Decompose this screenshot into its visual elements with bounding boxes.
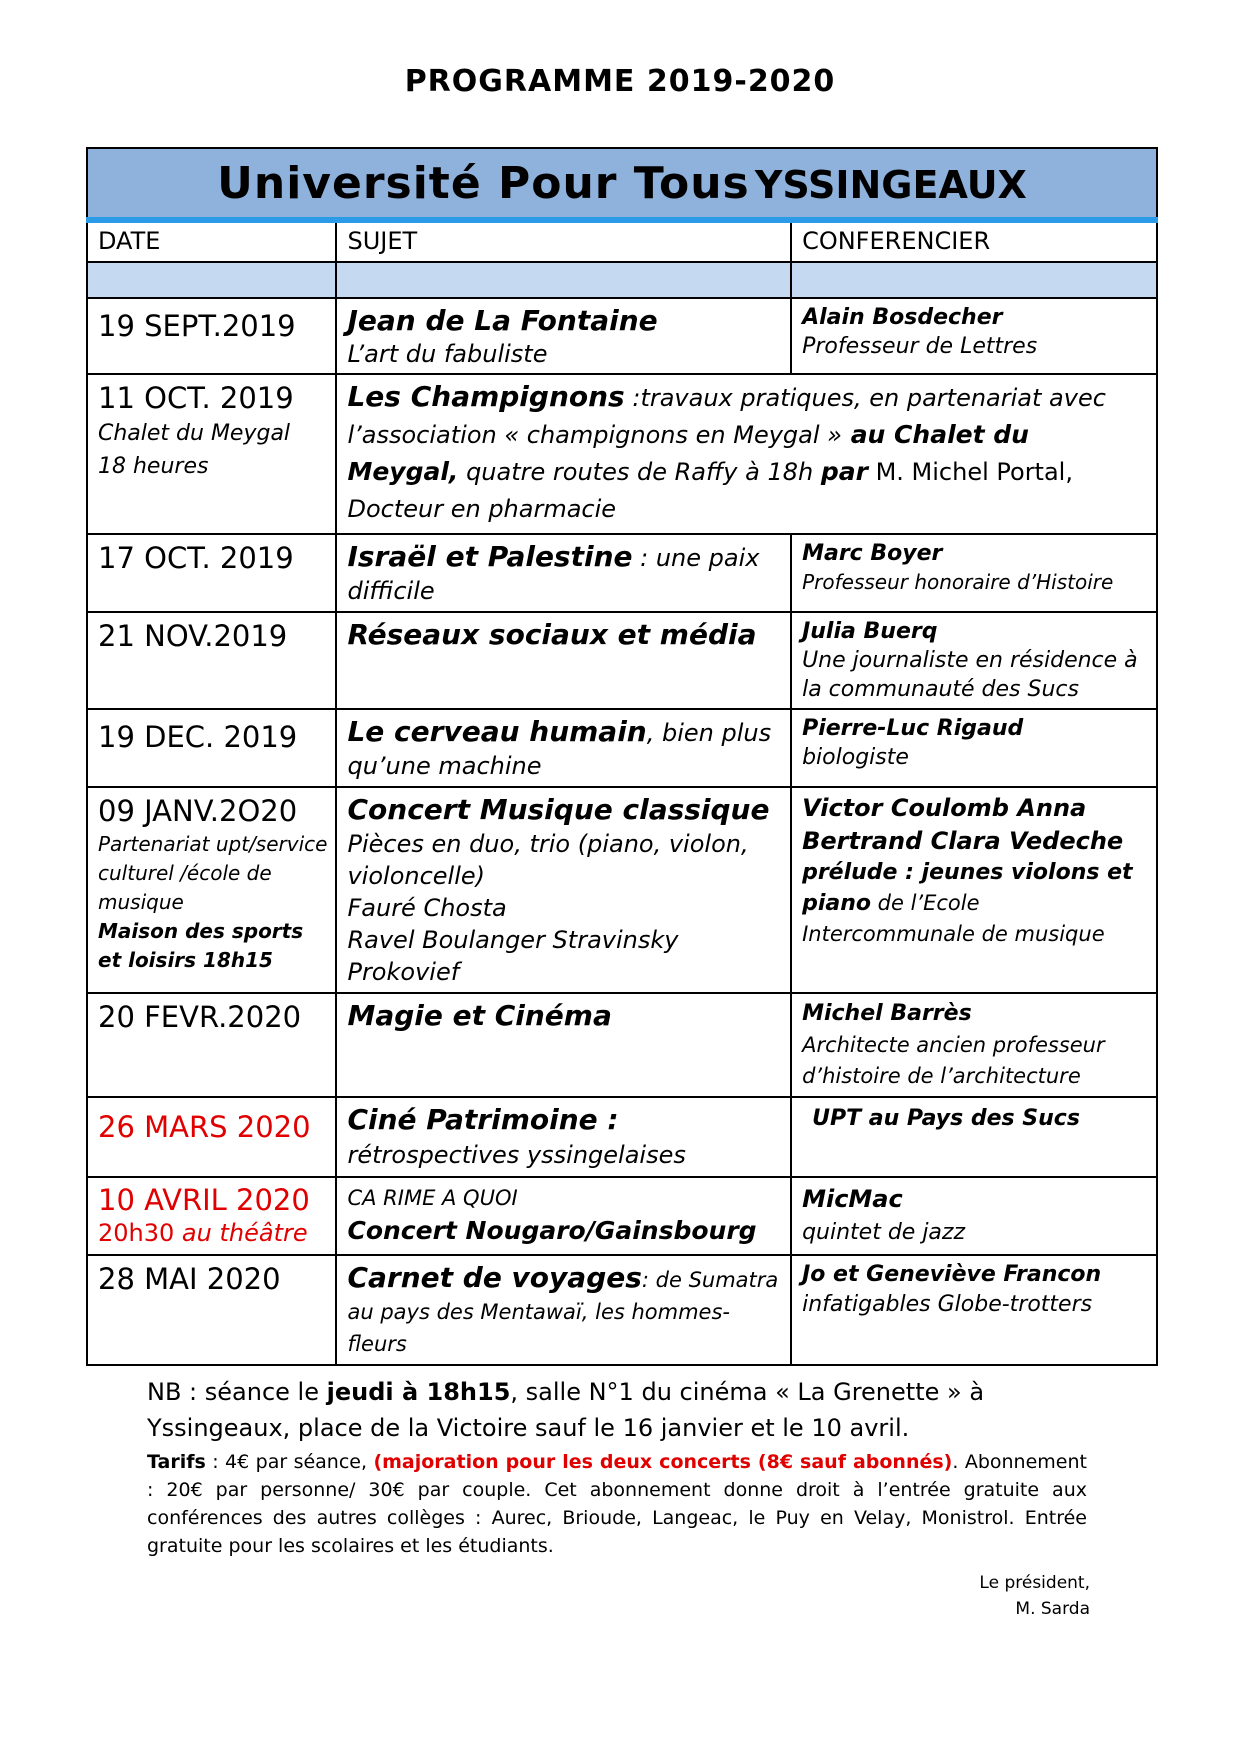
event-date: 28 MAI 2020 — [98, 1262, 281, 1296]
programme-title: PROGRAMME 2019-2020 — [404, 64, 836, 99]
column-header-subject: SUJET — [336, 220, 791, 262]
header-row — [87, 220, 1157, 262]
banner — [87, 148, 1157, 220]
event-by: par — [820, 457, 868, 486]
event-description: :travaux pratiques, en partenariat avec l’association « champignons en Meygal » — [347, 384, 1106, 449]
event-time: 18 heures — [98, 454, 209, 479]
event-subtitle: : une paix difficile — [347, 544, 760, 605]
event-date: 26 MARS 2020 — [98, 1110, 311, 1144]
table-row — [87, 787, 1157, 993]
nb-note — [147, 1374, 1087, 1446]
event-subtitle: , bien plus qu’une machine — [347, 719, 772, 780]
speaker-name: M. Michel Portal, — [867, 458, 1073, 486]
speaker-name: MicMac — [802, 1185, 903, 1213]
table-row — [87, 534, 1157, 612]
event-pretitle: CA RIME A QUOI — [347, 1186, 518, 1210]
table-row — [87, 1097, 1157, 1177]
column-header-date: DATE — [87, 220, 336, 262]
banner-title: Université Pour Tous — [217, 157, 750, 209]
banner-row — [87, 148, 1157, 220]
event-subtitle: L’art du fabuliste — [347, 340, 548, 368]
event-venue: au théâtre — [174, 1219, 308, 1247]
event-title: Israël et Palestine — [347, 540, 633, 573]
event-line: Pièces en duo, trio (piano, violon, violoncelle) — [347, 830, 749, 890]
event-venue: au Chalet du Meygal, — [347, 420, 1029, 486]
notes — [147, 1374, 1087, 1560]
speaker-name: Marc Boyer — [802, 541, 943, 566]
tarifs-concert-note: (majoration pour les deux concerts (8€ sauf abonnés) — [373, 1451, 953, 1473]
event-subtitle: rétrospectives yssingelaises — [347, 1141, 686, 1169]
signature-role: Le président, — [979, 1573, 1090, 1593]
event-date: 10 AVRIL 2020 — [98, 1183, 310, 1217]
speaker-role: Docteur en pharmacie — [347, 495, 617, 523]
table-row — [87, 1177, 1157, 1255]
event-date: 19 DEC. 2019 — [98, 720, 298, 754]
table-row — [87, 1255, 1157, 1365]
event-title: Ciné Patrimoine : — [347, 1103, 619, 1136]
signature-name: M. Sarda — [1015, 1599, 1090, 1619]
event-title: Magie et Cinéma — [347, 999, 612, 1032]
speaker-name: Jo et Geneviève Francon — [802, 1262, 1102, 1287]
event-line: Fauré Chosta — [347, 894, 507, 922]
speaker-role: Une journaliste en résidence à la communauté des Sucs — [802, 648, 1138, 702]
speaker-name: Pierre-Luc Rigaud — [802, 716, 1024, 741]
speaker-role: infatigables Globe-trotters — [802, 1292, 1093, 1317]
speaker-name: Victor Coulomb Anna Bertrand Clara Vedeche — [802, 794, 1124, 855]
table-row — [87, 993, 1157, 1097]
nb-text: : séance le — [181, 1378, 327, 1406]
speaker-name: Julia Buerq — [802, 619, 938, 644]
table-row — [87, 374, 1157, 534]
table-row — [87, 612, 1157, 709]
programme-table — [86, 147, 1158, 1366]
event-date: 20 FEVR.2020 — [98, 1000, 302, 1034]
nb-schedule: jeudi à 18h15 — [326, 1378, 511, 1406]
speaker-name: Michel Barrès — [802, 1001, 972, 1026]
event-title: Jean de La Fontaine — [347, 304, 658, 337]
event-time: 20h30 — [98, 1219, 175, 1247]
event-location: Maison des sports et loisirs 18h15 — [98, 919, 304, 972]
event-details: quatre routes de Raffy à 18h — [458, 458, 821, 486]
event-title: Réseaux sociaux et média — [347, 618, 757, 651]
speaker-highlight: prélude : jeunes violons et piano — [802, 860, 1133, 916]
event-date: 21 NOV.2019 — [98, 619, 288, 653]
speaker-role: Professeur de Lettres — [802, 334, 1038, 359]
speaker-name: Alain Bosdecher — [802, 305, 1003, 330]
event-title: Carnet de voyages — [347, 1261, 642, 1294]
event-location: Chalet du Meygal — [98, 421, 291, 446]
speaker-name: UPT au Pays des Sucs — [812, 1106, 1080, 1131]
speaker-role: de l’Ecole Intercommunale de musique — [802, 891, 1105, 946]
event-date: 11 OCT. 2019 — [98, 381, 294, 415]
tarifs-label: Tarifs — [147, 1451, 206, 1473]
speaker-role: biologiste — [802, 745, 909, 770]
table-row — [87, 709, 1157, 787]
speaker-role: Architecte ancien professeur d’histoire de l’architecture — [802, 1033, 1105, 1088]
nb-label: NB — [147, 1378, 182, 1406]
event-title: Concert Nougaro/Gainsbourg — [347, 1216, 757, 1245]
event-date: 19 SEPT.2019 — [98, 309, 296, 343]
banner-city: YSSINGEAUX — [754, 162, 1027, 207]
tarifs-subscription: . Abonnement : 20€ par personne/ 30€ par couple. Cet abonnement donne droit à l’entrée gratuite aux conférences des autres collèges : Aurec, Brioude, Langeac, le Puy en Velay, Monistrol. Entrée gratuite pour les scolaires et les étudiants. — [147, 1451, 1087, 1557]
speaker-role: Professeur honoraire d’Histoire — [802, 570, 1114, 594]
blank-row — [87, 262, 1157, 298]
event-subtitle: : de Sumatra au pays des Mentawaï, les hommes-fleurs — [347, 1268, 779, 1356]
event-title: Concert Musique classique — [347, 793, 770, 826]
event-title: Les Champignons — [347, 380, 625, 413]
column-header-speaker: CONFERENCIER — [791, 220, 1157, 262]
tarifs-text: : 4€ par séance, — [205, 1451, 374, 1473]
signature — [920, 1570, 1090, 1622]
event-partnership: Partenariat upt/service culturel /école de musique — [98, 832, 328, 914]
nb-location: , salle N°1 du cinéma « La Grenette » à Yssingeaux, place de la Victoire sauf le 16 janvier et le 10 avril. — [147, 1378, 985, 1442]
event-date: 17 OCT. 2019 — [98, 541, 294, 575]
event-line: Ravel Boulanger Stravinsky Prokovief — [347, 926, 679, 986]
table-row — [87, 298, 1157, 374]
event-date: 09 JANV.2O20 — [98, 794, 298, 828]
event-title: Le cerveau humain — [347, 715, 647, 748]
tarifs-note — [147, 1448, 1087, 1560]
speaker-role: quintet de jazz — [802, 1220, 966, 1245]
